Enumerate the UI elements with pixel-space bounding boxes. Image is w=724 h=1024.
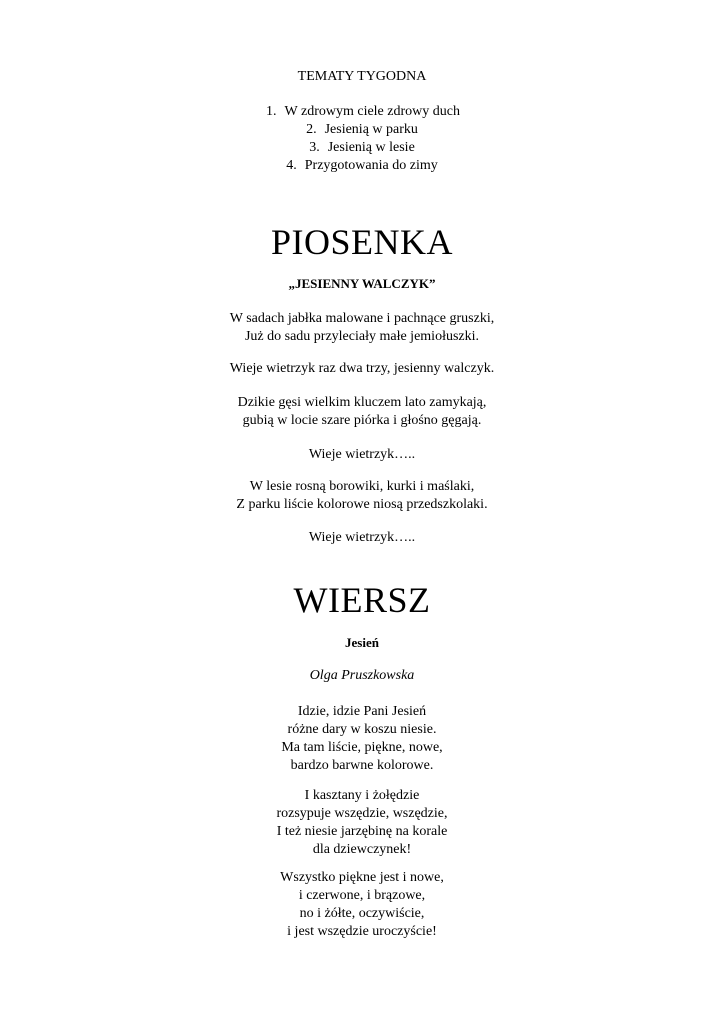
list-item (0, 139, 724, 157)
stanza-line: bardzo barwne kolorowe. (290, 758, 434, 773)
list-item-number: 4. (286, 158, 297, 173)
list-item-label: Jesienią w lesie (327, 140, 415, 155)
stanza-line: Idzie, idzie Pani Jesień (297, 704, 427, 719)
list-item-label: Przygotowania do zimy (304, 158, 438, 173)
poem-author: Olga Pruszkowska (309, 668, 415, 683)
stanza-line: I też niesie jarzębinę na korale (276, 824, 448, 839)
topics-list (0, 103, 724, 175)
list-item-label: Jesienią w parku (324, 122, 418, 137)
stanza-line: rozsypuje wszędzie, wszędzie, (276, 806, 448, 821)
list-item (0, 121, 724, 139)
song-title: „JESIENNY WALCZYK” (288, 276, 436, 291)
song-refrain (0, 446, 724, 464)
stanza-line: i jest wszędzie uroczyście! (287, 924, 437, 939)
poem-title: Jesień (345, 635, 379, 650)
list-item-number: 2. (306, 122, 317, 137)
list-item-label: W zdrowym ciele zdrowy duch (284, 104, 460, 119)
stanza-line: Wieje wietrzyk….. (308, 530, 416, 545)
poem-stanza (0, 869, 724, 941)
list-item (2, 103, 724, 121)
song-stanza (0, 394, 724, 430)
song-refrain (0, 529, 724, 547)
stanza-line: I kasztany i żołędzie (304, 788, 420, 803)
list-item-number: 1. (266, 104, 277, 119)
stanza-line: Wieje wietrzyk….. (308, 447, 416, 462)
stanza-line: i czerwone, i brązowe, (298, 888, 426, 903)
topics-heading: TEMATY TYGODNA (297, 69, 427, 84)
stanza-line: Wszystko piękne jest i nowe, (280, 870, 444, 885)
stanza-line: no i żółte, oczywiście, (299, 906, 425, 921)
stanza-line: gubią w locie szare piórka i głośno gęgają. (242, 413, 482, 428)
poem-stanza (0, 787, 724, 859)
stanza-line: Ma tam liście, piękne, nowe, (281, 740, 443, 755)
song-stanza (0, 310, 724, 346)
stanza-line: różne dary w koszu niesie. (287, 722, 437, 737)
stanza-line: W sadach jabłka malowane i pachnące gruszki, (229, 311, 495, 326)
stanza-line: Dzikie gęsi wielkim kluczem lato zamykają, (237, 395, 487, 410)
song-stanza (0, 478, 724, 514)
stanza-line: dla dziewczynek! (312, 842, 412, 857)
list-item (0, 157, 724, 175)
poem-section-title: WIERSZ (293, 580, 431, 620)
stanza-line: Wieje wietrzyk raz dwa trzy, jesienny walczyk. (229, 361, 495, 376)
stanza-line: W lesie rosną borowiki, kurki i maślaki, (249, 479, 475, 494)
stanza-line: Już do sadu przyleciały małe jemiołuszki. (244, 329, 480, 344)
song-refrain (0, 360, 724, 378)
song-section-title: PIOSENKA (270, 222, 453, 262)
poem-stanza (0, 703, 724, 775)
list-item-number: 3. (309, 140, 320, 155)
stanza-line: Z parku liście kolorowe niosą przedszkolaki. (236, 497, 488, 512)
